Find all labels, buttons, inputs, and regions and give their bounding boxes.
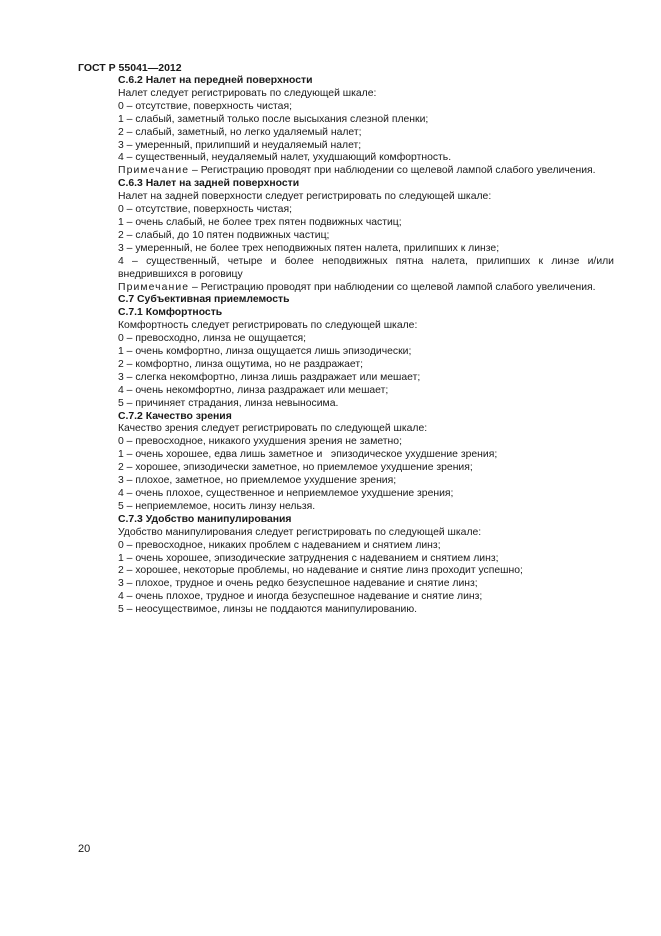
- scale-item: 0 – отсутствие, поверхность чистая;: [118, 100, 292, 112]
- scale-item: 0 – превосходное, никаких проблем с надеванием и снятием линз;: [118, 539, 441, 551]
- scale-item: 2 – слабый, до 10 пятен подвижных частиц;: [118, 229, 330, 241]
- section-heading-c63: С.6.3 Налет на задней поверхности: [118, 178, 300, 190]
- scale-item: 1 – очень хорошее, эпизодические затруднения с надеванием и снятием линз;: [118, 552, 499, 564]
- section-heading-c71: С.7.1 Комфортность: [118, 307, 223, 319]
- scale-item: 2 – хорошее, эпизодически заметное, но приемлемое ухудшение зрения;: [118, 462, 473, 474]
- scale-item: 3 – умеренный, не более трех неподвижных пятен налета, прилипших к линзе;: [118, 242, 500, 254]
- note-text: – Регистрацию проводят при наблюдении со щелевой лампой слабого увеличения.: [189, 281, 596, 293]
- scale-item: 1 – очень хорошее, едва лишь заметное и эпизодическое ухудшение зрения;: [118, 449, 498, 461]
- note-label: Примечание: [118, 281, 190, 293]
- scale-item: 2 – слабый, заметный, но легко удаляемый налет;: [118, 126, 362, 138]
- scale-item: 5 – неосуществимое, линзы не поддаются манипулированию.: [118, 604, 417, 616]
- note-c63: [78, 282, 614, 295]
- section-heading-c7: С.7 Субъективная приемлемость: [118, 294, 290, 306]
- section-intro-c72: Качество зрения следует регистрировать по следующей шкале:: [118, 423, 428, 435]
- scale-item: 1 – слабый, заметный только после высыхания слезной пленки;: [118, 113, 429, 125]
- scale-item: 4 – очень некомфортно, линза раздражает или мешает;: [118, 384, 389, 396]
- scale-item: 4 – очень плохое, трудное и иногда безуспешное надевание и снятие линз;: [118, 591, 483, 603]
- standard-header: ГОСТ Р 55041—2012: [78, 62, 182, 74]
- scale-item: 2 – хорошее, некоторые проблемы, но надевание и снятие линз проходит успешно;: [118, 565, 523, 577]
- scale-item: 3 – плохое, трудное и очень редко безуспешное надевание и снятие линз;: [118, 578, 478, 590]
- scale-item: 4 – очень плохое, существенное и неприемлемое ухудшение зрения;: [118, 488, 454, 499]
- scale-item: 2 – комфортно, линза ощутима, но не раздражает;: [118, 358, 363, 370]
- scale-item: 0 – отсутствие, поверхность чистая;: [118, 204, 292, 216]
- scale-item: 4 – существенный, четыре и более неподвижных пятна налета, прилипших к линзе и/или внедрившихся в роговицу: [118, 255, 614, 280]
- scale-item: 5 – причиняет страдания, линза невыносима.: [118, 397, 339, 409]
- scale-item: 3 – плохое, заметное, но приемлемое ухудшение зрения;: [118, 475, 397, 487]
- note-c62: [78, 165, 614, 178]
- section-intro-c71: Комфортность следует регистрировать по следующей шкале:: [118, 320, 418, 332]
- scale-item: 3 – умеренный, прилипший и неудаляемый налет;: [118, 139, 362, 151]
- note-text: – Регистрацию проводят при наблюдении со щелевой лампой слабого увеличения.: [189, 165, 596, 177]
- section-heading-c62: С.6.2 Налет на передней поверхности: [118, 75, 313, 86]
- note-label: Примечание: [118, 165, 190, 177]
- scale-item: 0 – превосходно, линза не ощущается;: [118, 333, 307, 345]
- section-heading-c72: С.7.2 Качество зрения: [118, 410, 232, 422]
- scale-item: 0 – превосходное, никакого ухудшения зрения не заметно;: [118, 436, 402, 448]
- scale-item: 3 – слегка некомфортно, линза лишь раздражает или мешает;: [118, 371, 421, 383]
- section-heading-c73: С.7.3 Удобство манипулирования: [118, 513, 292, 525]
- section-intro-c62: Налет следует регистрировать по следующей шкале:: [118, 87, 377, 99]
- scale-item: 4 – существенный, неудаляемый налет, ухудшающий комфортность.: [118, 152, 452, 164]
- scale-item: 1 – очень комфортно, линза ощущается лишь эпизодически;: [118, 346, 412, 358]
- scale-item: 1 – очень слабый, не более трех пятен подвижных частиц;: [118, 216, 402, 228]
- section-intro-c63: Налет на задней поверхности следует регистрировать по следующей шкале:: [118, 191, 492, 203]
- document-body: [78, 75, 614, 617]
- page-number: 20: [78, 843, 91, 855]
- section-intro-c73: Удобство манипулирования следует регистрировать по следующей шкале:: [118, 526, 482, 538]
- scale-item: 5 – неприемлемое, носить линзу нельзя.: [118, 500, 316, 512]
